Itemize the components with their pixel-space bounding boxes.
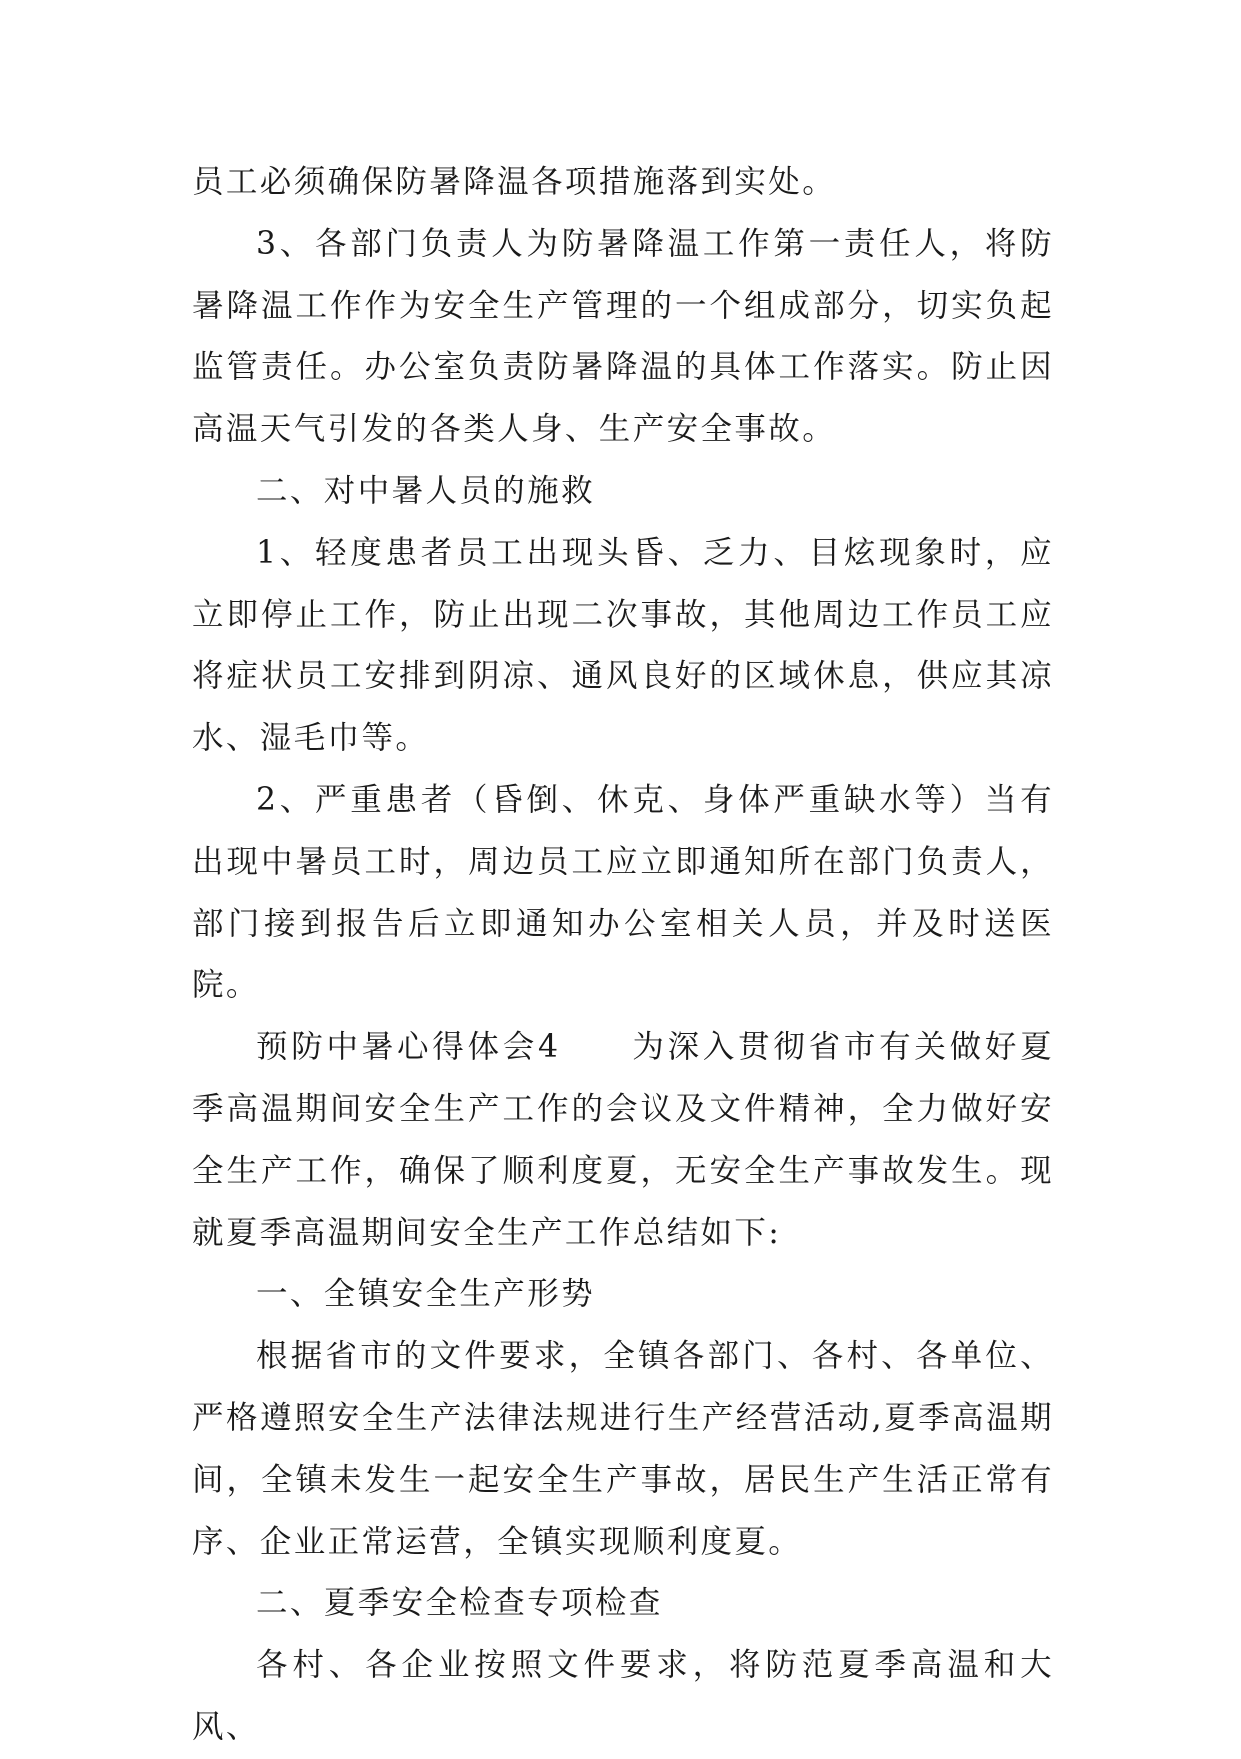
paragraph-safety-situation: 根据省市的文件要求，全镇各部门、各村、各单位、严格遵照安全生产法律法规进行生产经营活动,夏季高温期间，全镇未发生一起安全生产事故，居民生产生活正常有序、企业正常运营，全镇实现顺利度夏。 bbox=[192, 1338, 1054, 1560]
section-heading-summer-inspection: 二、夏季安全检查专项检查 bbox=[256, 1585, 663, 1622]
paragraph-item-1-mild-cases: 1、轻度患者员工出现头昏、乏力、目炫现象时，应立即停止工作，防止出现二次事故，其他周边工作员工应将症状员工安排到阴凉、通风良好的区域休息，供应其凉水、湿毛巾等。 bbox=[192, 534, 1054, 757]
paragraph-essay-4-intro: 预防中暑心得体会4 为深入贯彻省市有关做好夏季高温期间安全生产工作的会议及文件精神，全力做好安全生产工作，确保了顺利度夏，无安全生产事故发生。现就夏季高温期间安全生产工作总结如下: bbox=[192, 1029, 1054, 1251]
paragraph-summer-inspection: 各村、各企业按照文件要求，将防范夏季高温和大风、 bbox=[192, 1647, 1054, 1745]
section-heading-rescue: 二、对中暑人员的施救 bbox=[256, 472, 596, 509]
paragraph-item-2-severe-cases: 2、严重患者（昏倒、休克、身体严重缺水等）当有出现中暑员工时，周边员工应立即通知所在部门负责人，部门接到报告后立即通知办公室相关人员，并及时送医院。 bbox=[192, 781, 1054, 1004]
paragraph-continuation: 员工必须确保防暑降温各项措施落到实处。 bbox=[192, 164, 837, 200]
document-body bbox=[192, 152, 1054, 1759]
section-heading-safety-situation: 一、全镇安全生产形势 bbox=[256, 1276, 596, 1313]
paragraph-item-3-responsibility: 3、各部门负责人为防暑降温工作第一责任人，将防暑降温工作作为安全生产管理的一个组成部分，切实负起监管责任。办公室负责防暑降温的具体工作落实。防止因高温天气引发的各类人身、生产安全事故。 bbox=[192, 225, 1054, 448]
